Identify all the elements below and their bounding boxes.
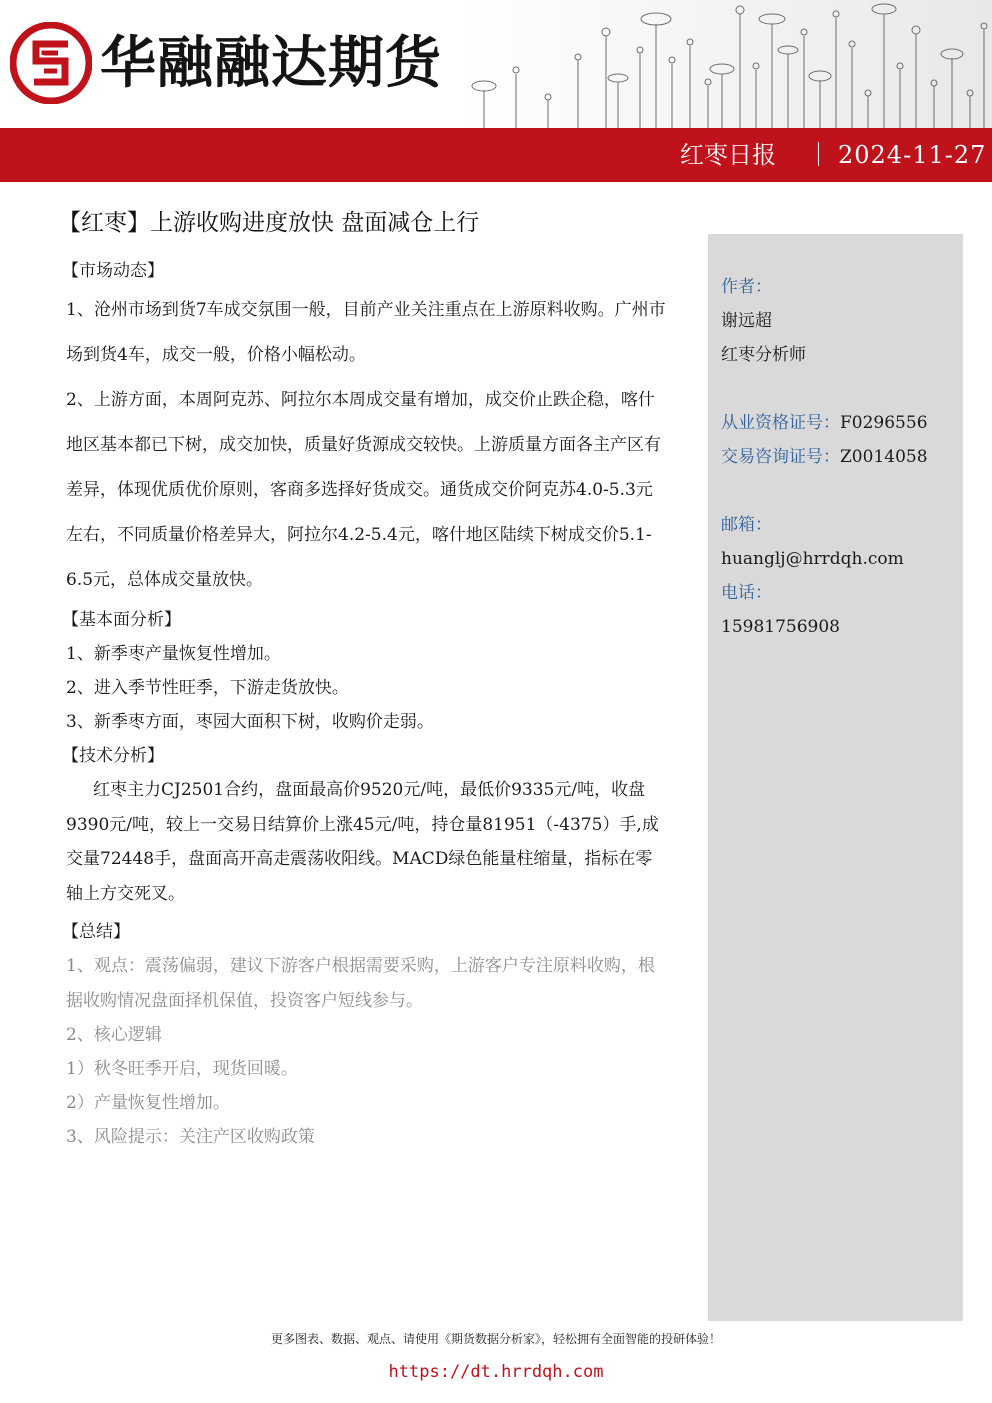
footer-note: 更多图表、数据、观点、请使用《期货数据分析家》，轻松拥有全面智能的投研体验！ bbox=[270, 1332, 721, 1346]
footer-link[interactable]: https://dt.hrrdqh.com bbox=[388, 1362, 604, 1382]
banner-divider bbox=[818, 142, 819, 166]
report-header bbox=[0, 0, 992, 182]
report-type: 红枣日报 bbox=[680, 141, 776, 169]
section-heading-technical: 【技术分析】 bbox=[62, 746, 164, 766]
consulting-line: 交易咨询证号：Z0014058 bbox=[721, 447, 928, 467]
fundamental-item: 1、新季枣产量恢复性增加。 bbox=[66, 644, 281, 664]
section-heading-summary: 【总结】 bbox=[62, 922, 130, 942]
section-heading-fundamental: 【基本面分析】 bbox=[62, 610, 181, 630]
email-label: 邮箱： bbox=[721, 515, 772, 535]
author-title: 红枣分析师 bbox=[721, 345, 806, 365]
phone-value: 15981756908 bbox=[721, 617, 840, 637]
company-name: 华融融达期货 bbox=[100, 31, 442, 96]
author-label: 作者： bbox=[721, 277, 772, 297]
author-name: 谢远超 bbox=[721, 311, 772, 331]
fundamental-item: 3、新季枣方面，枣园大面积下树，收购价走弱。 bbox=[66, 712, 434, 732]
article-body bbox=[58, 206, 666, 1154]
fundamental-item: 2、进入季节性旺季，下游走货放快。 bbox=[66, 678, 349, 698]
summary-view: 1、观点：震荡偏弱，建议下游客户根据需要采购，上游客户专注原料收购，根据收购情况盘面择机保值，投资客户短线参与。 bbox=[66, 956, 655, 1011]
technical-paragraph: 红枣主力CJ2501合约，盘面最高价9520元/吨，最低价9335元/吨，收盘9390元/吨，较上一交易日结算价上涨45元/吨，持仓量81951（-4375）手,成交量72448手，盘面高开高走震荡收阳线。MACD绿色能量柱缩量，指标在零轴上方交死叉。 bbox=[66, 780, 659, 904]
summary-logic-item: 2）产量恢复性增加。 bbox=[66, 1093, 230, 1113]
qualification-line: 从业资格证号：F0296556 bbox=[721, 413, 928, 433]
summary-logic-item: 1）秋冬旺季开启，现货回暖。 bbox=[66, 1059, 298, 1079]
email-value[interactable]: huanglj@hrrdqh.com bbox=[721, 549, 904, 569]
market-paragraph-1: 1、沧州市场到货7车成交氛围一般，目前产业关注重点在上游原料收购。广州市场到货4车，成交一般，价格小幅松动。 bbox=[66, 300, 666, 365]
market-paragraph-2: 2、上游方面，本周阿克苏、阿拉尔本周成交量有增加，成交价止跌企稳，喀什地区基本都已下树，成交加快，质量好货源成交较快。上游质量方面各主产区有差异，体现优质优价原则，客商多选择好货成交。通货成交价阿克苏4.0-5.3元左右，不同质量价格差异大，阿拉尔4.2-5.4元，喀什地区陆续下树成交价5.1-6.5元，总体成交量放快。 bbox=[66, 390, 661, 590]
author-sidebar bbox=[708, 234, 963, 1321]
company-logo-icon bbox=[10, 22, 92, 104]
report-date: 2024-11-27 bbox=[838, 141, 987, 169]
decorative-pattern bbox=[458, 0, 992, 128]
summary-logic-heading: 2、核心逻辑 bbox=[66, 1025, 162, 1045]
section-heading-market: 【市场动态】 bbox=[62, 261, 164, 281]
summary-risk: 3、风险提示：关注产区收购政策 bbox=[66, 1127, 315, 1147]
article-title: 【红枣】上游收购进度放快 盘面减仓上行 bbox=[58, 210, 480, 236]
phone-label: 电话： bbox=[721, 583, 772, 603]
